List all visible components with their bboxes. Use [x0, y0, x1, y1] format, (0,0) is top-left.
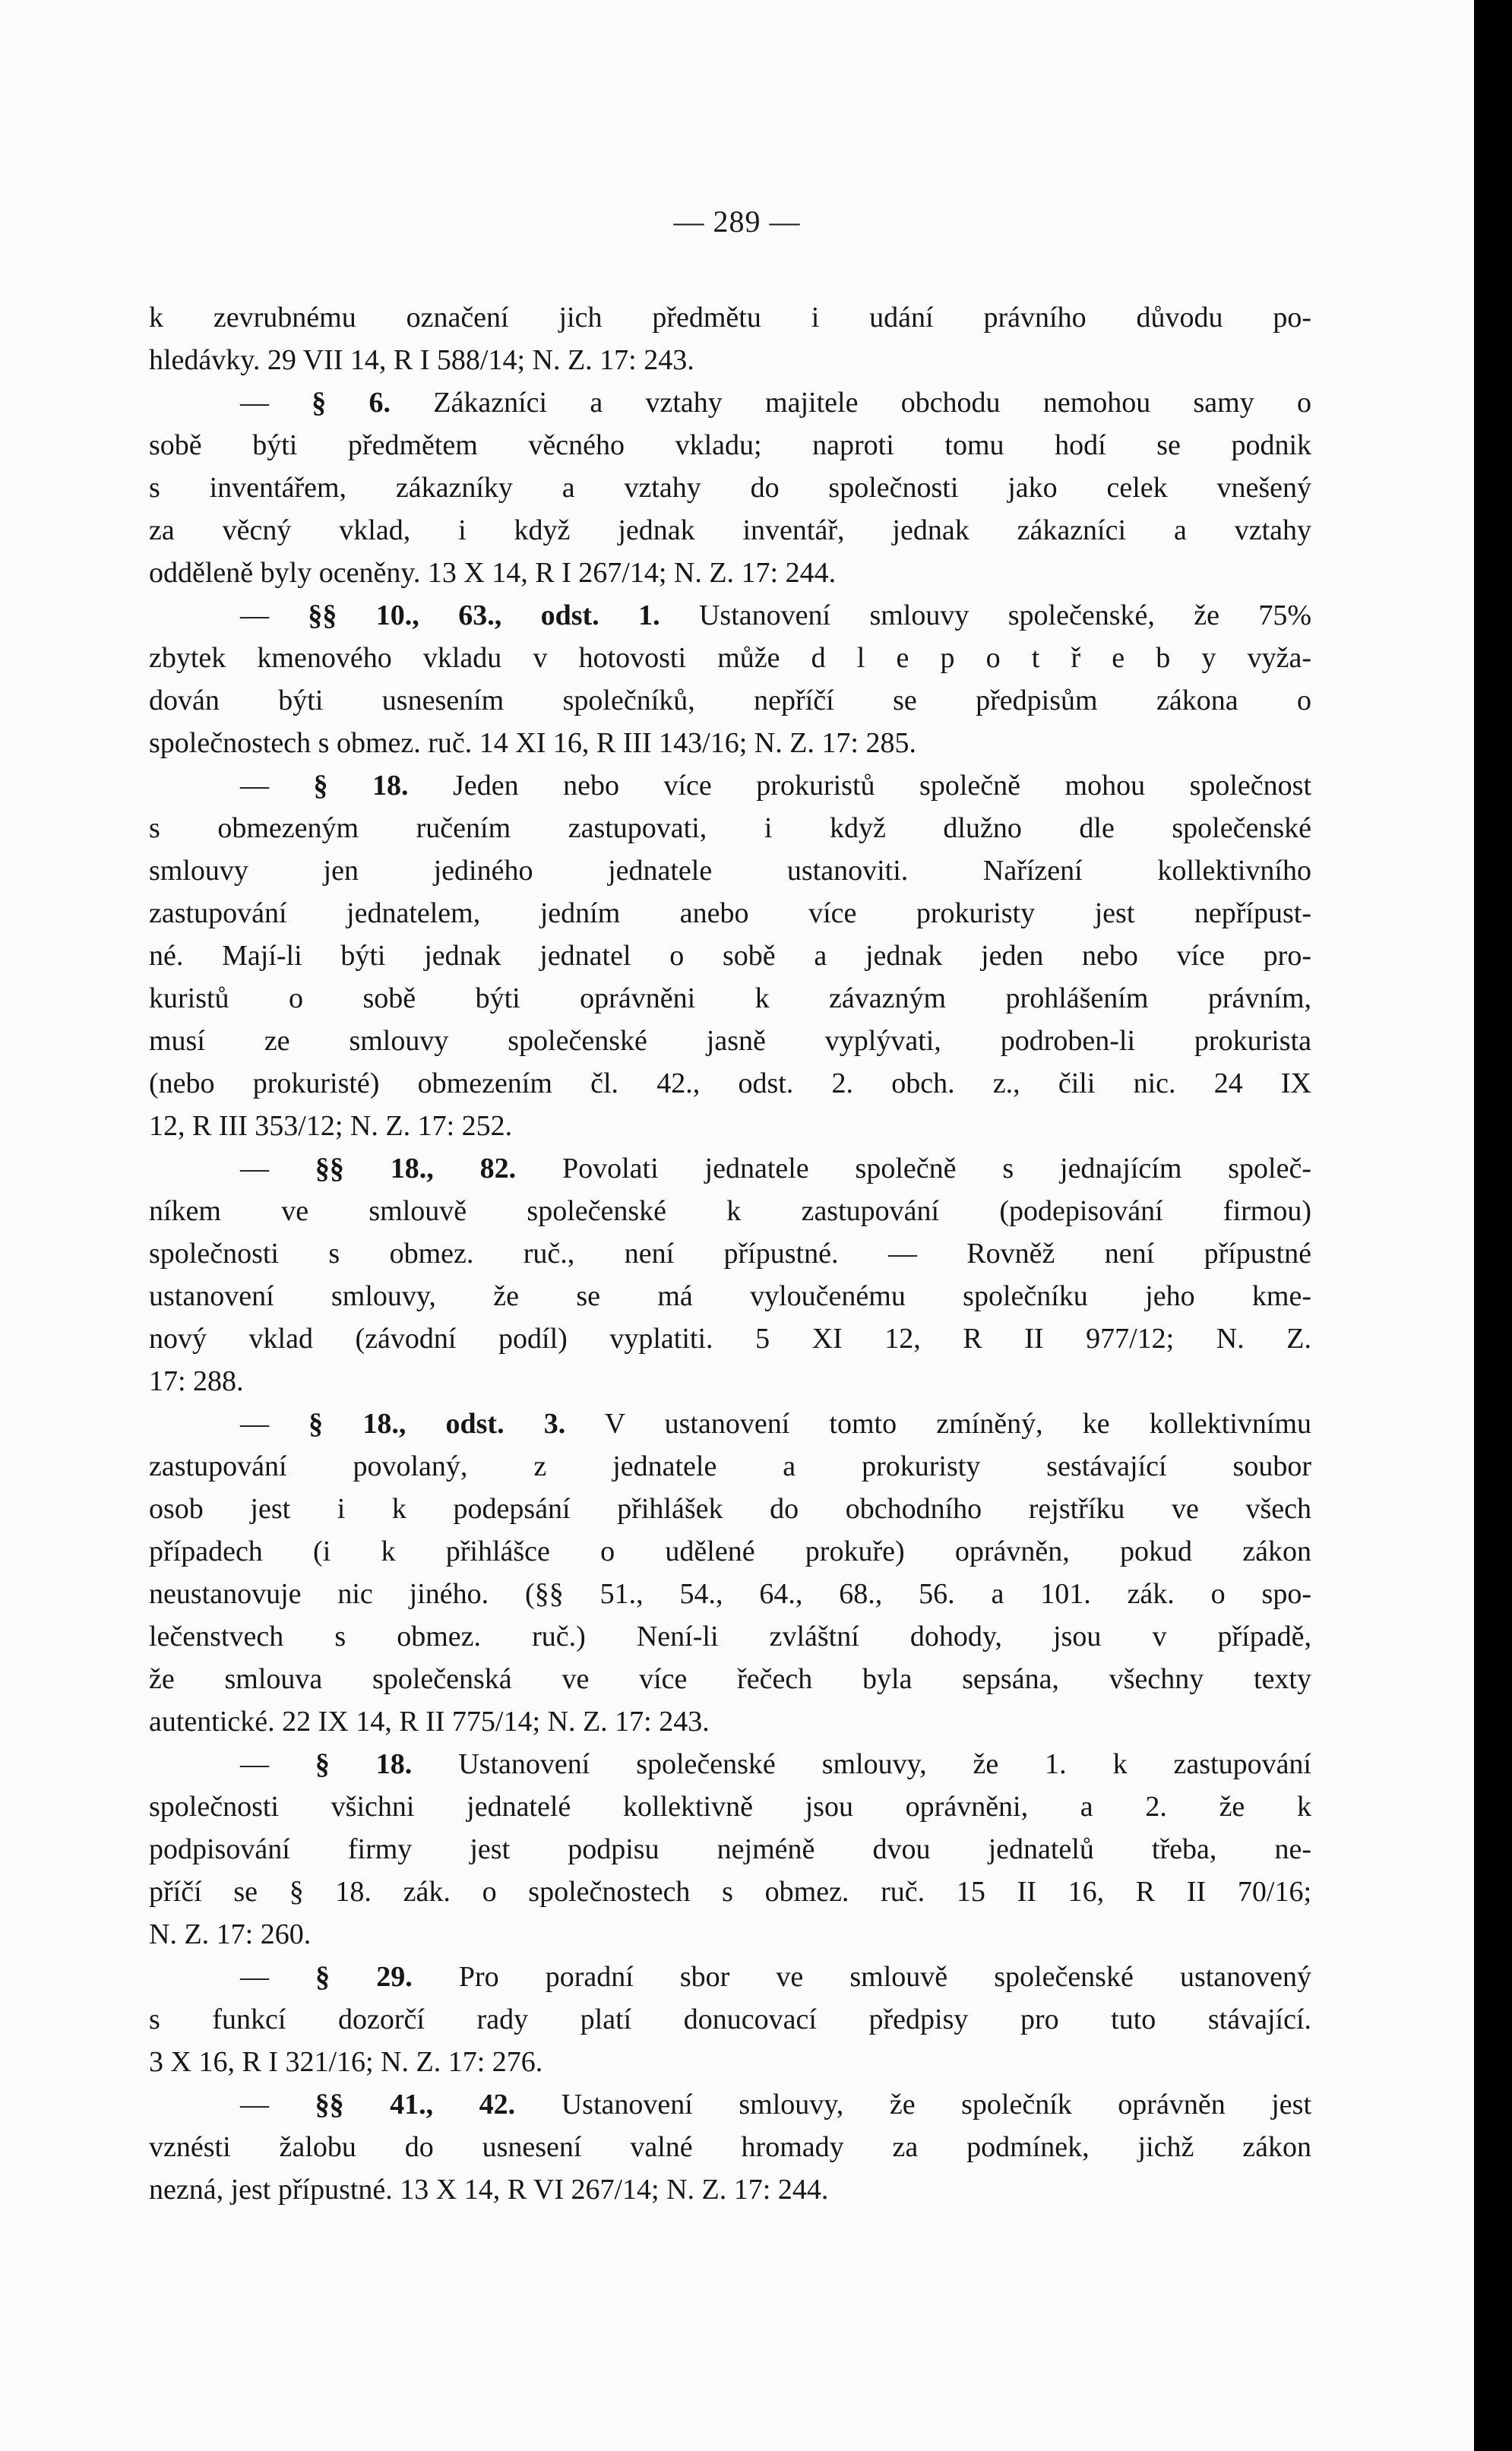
- paragraph: [149, 1147, 1311, 1403]
- text-line: 17: 288.: [149, 1365, 244, 1397]
- text-line: zastupování jednatelem, jedním anebo více prokuristy jest nepřípust-: [149, 897, 1311, 929]
- section-reference: §§ 41., 42.: [315, 2089, 561, 2121]
- section-reference: § 18.: [315, 1748, 459, 1780]
- text-line: společnosti s obmez. ruč., není přípustné. — Rovněž není přípustné: [149, 1238, 1311, 1270]
- section-reference: §§ 18., 82.: [315, 1153, 562, 1184]
- text-line: společnosti všichni jednatelé kollektivně jsou oprávněni, a 2. že k: [149, 1791, 1311, 1823]
- text-line: — §§ 18., 82. Povolati jednatele společně s jednajícím společ-: [240, 1153, 1311, 1184]
- text-line: osob jest i k podepsání přihlášek do obchodního rejstříku ve všech: [149, 1493, 1311, 1525]
- text-line: odděleně byly oceněny. 13 X 14, R I 267/14; N. Z. 17: 244.: [149, 557, 837, 589]
- text-line: — § 18. Jeden nebo více prokuristů společně mohou společnost: [240, 770, 1312, 802]
- text-line: s obmezeným ručením zastupovati, i když dlužno dle společenské: [149, 812, 1311, 844]
- page-number: — 289 —: [673, 204, 801, 239]
- paragraph: [149, 1956, 1311, 2083]
- text-line: autentické. 22 IX 14, R II 775/14; N. Z. 17: 243.: [149, 1706, 710, 1738]
- text-line: zastupování povolaný, z jednatele a prokuristy sestávající soubor: [149, 1450, 1311, 1482]
- text-line: — § 29. Pro poradní sbor ve smlouvě společenské ustanovený: [240, 1961, 1312, 1993]
- text-line: k zevrubnému označení jich předmětu i udání právního důvodu po-: [149, 302, 1311, 334]
- paragraph: [149, 2083, 1311, 2211]
- text-line: nezná, jest přípustné. 13 X 14, R VI 267/14; N. Z. 17: 244.: [149, 2174, 829, 2206]
- text-line: N. Z. 17: 260.: [149, 1918, 312, 1950]
- paragraph: [149, 381, 1311, 594]
- section-reference: § 18.: [313, 770, 454, 802]
- paragraph: [149, 296, 1311, 381]
- paragraph: [149, 764, 1311, 1147]
- text-line: dován býti usnesením společníků, nepříčí se předpisům zákona o: [149, 685, 1311, 716]
- text-line: vznésti žalobu do usnesení valné hromady za podmínek, jichž zákon: [149, 2131, 1311, 2163]
- text-line: — §§ 41., 42. Ustanovení smlouvy, že společník oprávněn jest: [240, 2089, 1312, 2121]
- text-line: sobě býti předmětem věcného vkladu; naproti tomu hodí se podnik: [149, 429, 1311, 461]
- text-line: společnostech s obmez. ruč. 14 XI 16, R III 143/16; N. Z. 17: 285.: [149, 727, 916, 759]
- scan-border: [1474, 0, 1512, 2451]
- text-line: případech (i k přihlášce o udělené prokuře) oprávněn, pokud zákon: [149, 1535, 1311, 1567]
- text-line: — § 6. Zákazníci a vztahy majitele obchodu nemohou samy o: [240, 387, 1311, 419]
- text-line: příčí se § 18. zák. o společnostech s obmez. ruč. 15 II 16, R II 70/16;: [149, 1876, 1311, 1908]
- text-line: nový vklad (závodní podíl) vyplatiti. 5 XI 12, R II 977/12; N. Z.: [149, 1323, 1311, 1355]
- section-reference: § 18., odst. 3.: [308, 1408, 566, 1440]
- text-line: podpisování firmy jest podpisu nejméně dvou jednatelů třeba, ne-: [149, 1833, 1311, 1865]
- text-line: s funkcí dozorčí rady platí donucovací předpisy pro tuto stávající.: [149, 2003, 1311, 2035]
- text-line: ustanovení smlouvy, že se má vyloučenému společníku jeho kme-: [149, 1280, 1311, 1312]
- text-line: že smlouva společenská ve více řečech byla sepsána, všechny texty: [149, 1663, 1311, 1695]
- page-text: [149, 296, 1311, 2211]
- text-line: kuristů o sobě býti oprávněni k závazným prohlášením právním,: [149, 982, 1311, 1014]
- text-line: musí ze smlouvy společenské jasně vyplývati, podroben-li prokurista: [149, 1025, 1311, 1057]
- text-line: hledávky. 29 VII 14, R I 588/14; N. Z. 17: 243.: [149, 344, 694, 376]
- text-line: níkem ve smlouvě společenské k zastupování (podepisování firmou): [149, 1195, 1311, 1227]
- paragraph: [149, 1403, 1311, 1743]
- text-line: neustanovuje nic jiného. (§§ 51., 54., 64., 68., 56. a 101. zák. o spo-: [149, 1578, 1311, 1610]
- text-line: 12, R III 353/12; N. Z. 17: 252.: [149, 1110, 513, 1142]
- text-line: — § 18., odst. 3. V ustanovení tomto zmíněný, ke kollektivnímu: [240, 1408, 1312, 1440]
- paragraph: [149, 1743, 1311, 1956]
- text-line: lečenstvech s obmez. ruč.) Není-li zvláštní dohody, jsou v případě,: [149, 1621, 1311, 1652]
- text-line: — §§ 10., 63., odst. 1. Ustanovení smlouvy společenské, že 75%: [240, 599, 1312, 631]
- text-line: — § 18. Ustanovení společenské smlouvy, že 1. k zastupování: [240, 1748, 1311, 1780]
- text-line: 3 X 16, R I 321/16; N. Z. 17: 276.: [149, 2046, 543, 2078]
- text-line: zbytek kmenového vkladu v hotovosti může d l e p o t ř e b y vyža-: [149, 642, 1311, 674]
- text-line: s inventářem, zákazníky a vztahy do společnosti jako celek vnešený: [149, 472, 1311, 504]
- paragraph: [149, 594, 1311, 764]
- section-reference: § 29.: [315, 1961, 459, 1993]
- text-line: (nebo prokuristé) obmezením čl. 42., odst. 2. obch. z., čili nic. 24 IX: [149, 1067, 1311, 1099]
- text-line: za věcný vklad, i když jednak inventář, jednak zákazníci a vztahy: [149, 514, 1311, 546]
- text-line: né. Mají-li býti jednak jednatel o sobě a jednak jeden nebo více pro-: [149, 940, 1311, 972]
- section-reference: §§ 10., 63., odst. 1.: [308, 599, 660, 631]
- section-reference: § 6.: [312, 387, 434, 419]
- text-line: smlouvy jen jediného jednatele ustanoviti. Nařízení kollektivního: [149, 855, 1311, 887]
